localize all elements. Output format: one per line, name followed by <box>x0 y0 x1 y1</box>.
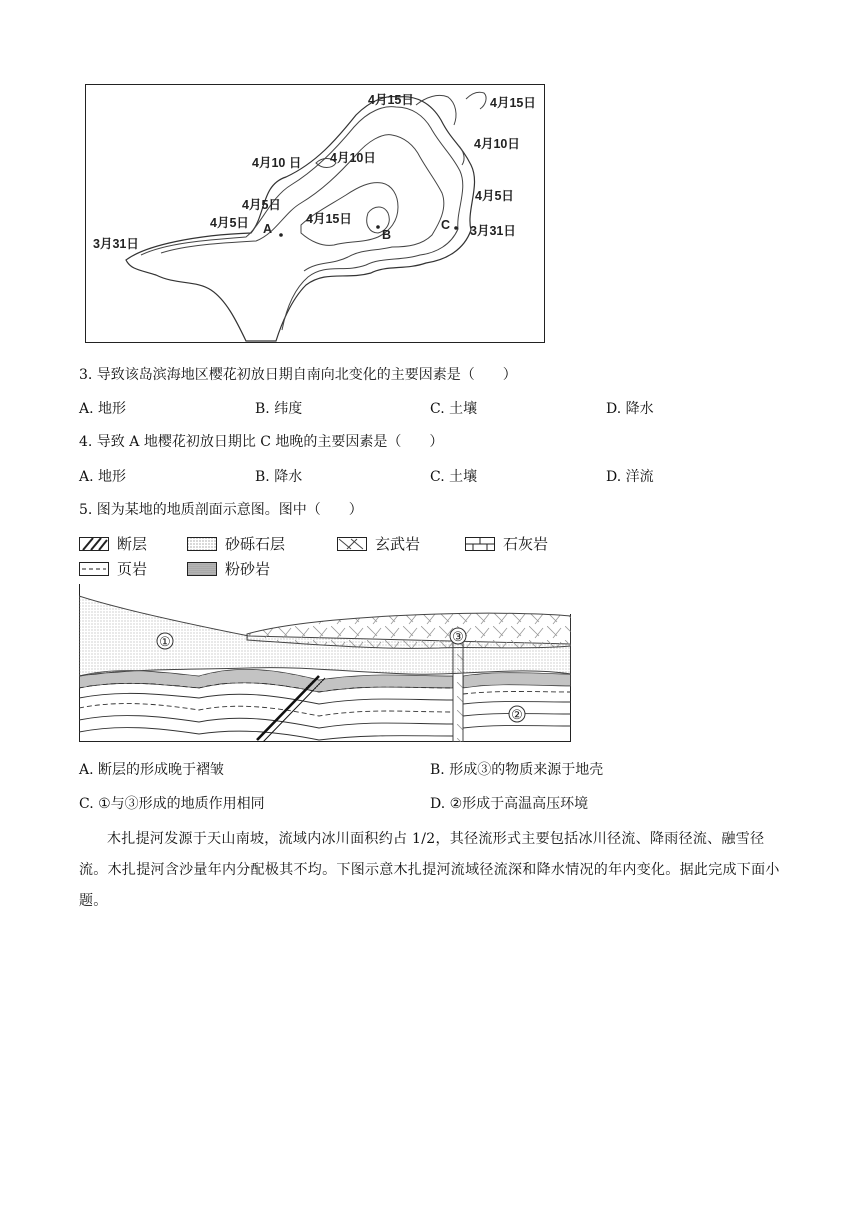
question-4-option-d[interactable]: D. 洋流 <box>606 469 654 485</box>
label-apr5-right: 4月5日 <box>475 189 514 203</box>
fault-swatch <box>79 537 109 551</box>
legend-gravel-label: 砂砾石层 <box>225 535 286 553</box>
label-mar31-left: 3月31日 <box>93 237 139 251</box>
legend-limestone-label: 石灰岩 <box>503 535 549 553</box>
isoline-middle <box>161 135 444 271</box>
question-5-option-d[interactable]: D. ②形成于高温高压环境 <box>430 796 589 812</box>
label-point-b: B <box>382 228 392 242</box>
question-3-option-a[interactable]: A. 地形 <box>79 401 127 417</box>
label-apr5-b: 4月5日 <box>210 216 249 230</box>
basalt-swatch <box>337 537 367 551</box>
question-4-stem: 4. 导致 A 地樱花初放日期比 C 地晚的主要因素是（ ） <box>79 434 444 450</box>
legend-siltstone <box>187 559 270 579</box>
question-3-option-b[interactable]: B. 纬度 <box>255 401 303 417</box>
question-5-option-c[interactable]: C. ①与③形成的地质作用相同 <box>79 796 265 812</box>
section-label-1: ① <box>159 635 171 650</box>
label-mar31-right: 3月31日 <box>470 224 516 238</box>
island-coastline <box>126 97 475 341</box>
legend-basalt-label: 玄武岩 <box>375 535 421 553</box>
label-apr10-right: 4月10日 <box>474 137 520 151</box>
geologic-cross-section <box>79 584 571 742</box>
point-b-dot <box>376 225 380 229</box>
question-4-option-a[interactable]: A. 地形 <box>79 469 127 485</box>
legend-fault <box>79 534 147 554</box>
question-3-stem: 3. 导致该岛滨海地区樱花初放日期自南向北变化的主要因素是（ ） <box>79 367 517 383</box>
label-apr15-top: 4月15日 <box>368 93 414 107</box>
question-4-option-b[interactable]: B. 降水 <box>255 469 303 485</box>
map-drawing <box>86 85 544 342</box>
question-3-option-c[interactable]: C. 土壤 <box>430 401 478 417</box>
legend-limestone <box>465 534 548 554</box>
section-label-2: ② <box>511 708 523 723</box>
label-point-c: C <box>441 218 451 232</box>
point-c-dot <box>454 226 458 230</box>
siltstone-swatch <box>187 562 217 576</box>
isoline-east <box>458 145 464 165</box>
question-5-option-b[interactable]: B. 形成③的物质来源于地壳 <box>430 762 604 778</box>
label-point-a: A <box>263 222 273 236</box>
section-label-3: ③ <box>452 630 464 645</box>
legend-shale-label: 页岩 <box>117 560 148 578</box>
cross-section-drawing <box>79 584 571 742</box>
legend-fault-label: 断层 <box>117 535 148 553</box>
question-3-option-d[interactable]: D. 降水 <box>606 401 654 417</box>
label-apr10-mid: 4月10日 <box>330 151 376 165</box>
limestone-swatch <box>465 537 495 551</box>
shale-swatch <box>79 562 109 576</box>
label-apr5-a: 4月5日 <box>242 198 281 212</box>
passage-text: 木扎提河发源于天山南坡，流域内冰川面积约占 1/2，其径流形式主要包括冰川径流、降雨径流、融雪径流。木扎提河含沙量年内分配极其不均。下图示意木扎提河流域径流深和降水情况的年内变化。据此完成下面小题。 <box>79 831 780 909</box>
legend-siltstone-label: 粉砂岩 <box>225 560 271 578</box>
cherry-blossom-map <box>85 84 545 343</box>
isoline-outer <box>141 107 463 330</box>
label-apr15-right: 4月15日 <box>490 96 536 110</box>
label-apr10-left: 4月10 日 <box>252 156 302 170</box>
question-5-stem: 5. 图为某地的地质剖面示意图。图中（ ） <box>79 502 363 518</box>
legend-basalt <box>337 534 420 554</box>
question-5-option-a[interactable]: A. 断层的形成晚于褶皱 <box>79 762 225 778</box>
question-4-option-c[interactable]: C. 土壤 <box>430 469 478 485</box>
point-a-dot <box>279 233 283 237</box>
label-apr15-mid: 4月15日 <box>306 212 352 226</box>
legend-gravel <box>187 534 285 554</box>
legend-shale <box>79 559 147 579</box>
isoline-north <box>416 95 456 125</box>
isoline-north-tip <box>466 92 486 109</box>
gravel-swatch <box>187 537 217 551</box>
